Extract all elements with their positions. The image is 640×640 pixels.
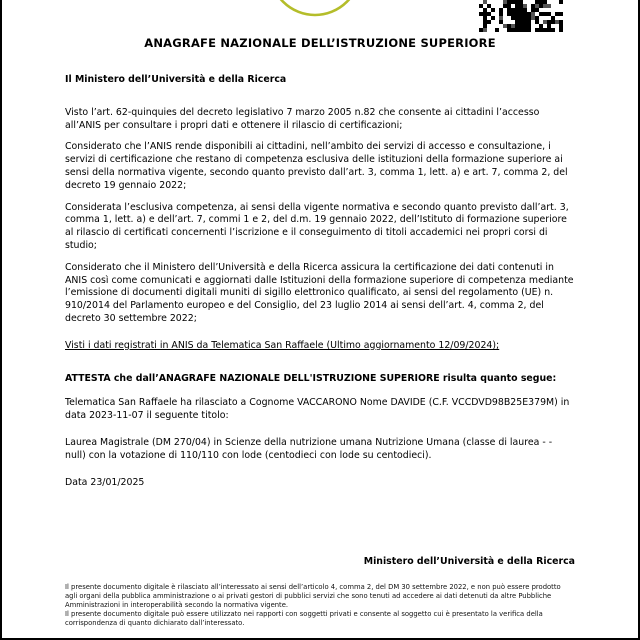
date-line: Data 23/01/2025	[65, 476, 145, 488]
qr-code	[479, 0, 563, 32]
footer-notes	[65, 583, 574, 628]
ministry-logo-icon	[270, 0, 360, 20]
page-title: ANAGRAFE NAZIONALE DELL’ISTRUZIONE SUPERIORE	[144, 36, 496, 50]
degree-paragraph: Laurea Magistrale (DM 270/04) in Scienze della nutrizione umana Nutrizione Umana (classe di laurea - - null) con la votazione di 110/110 con lode (centodieci con lode su centodieci).	[65, 436, 553, 461]
visti-dati-line: Visti i dati registrati in ANIS da Telematica San Raffaele (Ultimo aggiornamento 12/09/2024);	[65, 339, 500, 351]
footer-note-1: Il presente documento digitale è rilasciato all’interessato ai sensi dell’articolo 4, comma 2, del DM 30 settembre 2022, e non può essere prodotto agli organi della pubblica amministrazione o ai privati gestori di pubblici servizi che sono tenuti ad accedere ai dati detenuti da altre Pubbliche Amministrazioni in interoperabilità secondo la normativa vigente.	[65, 583, 561, 609]
issue-paragraph: Telematica San Raffaele ha rilasciato a Cognome VACCARONO Nome DAVIDE (C.F. VCCDVD98B25E379M) in data 2023-11-07 il seguente titolo:	[65, 397, 570, 422]
attesta-line: ATTESTA che dall’ANAGRAFE NAZIONALE DELL'ISTRUZIONE SUPERIORE risulta quanto segue:	[65, 372, 557, 384]
ministry-signature: Ministero dell’Università e della Ricerca	[363, 556, 575, 567]
recital-4: Considerato che il Ministero dell’Università e della Ricerca assicura la certificazione dei dati contenuti in ANIS così come comunicati e aggiornati dalle Istituzioni della formazione superiore di competenza mediante l’emissione di documenti digitali muniti di sigillo elettronico qualificato, ai sensi del regolamento (UE) n. 910/2014 del Parlamento europeo e del Consiglio, del 23 luglio 2014 ai sensi dell’art. 4, comma 2, del decreto 30 settembre 2022;	[65, 261, 574, 324]
footer-note-2: Il presente documento digitale può essere utilizzato nei rapporti con soggetti privati e consente al soggetto cui è presentato la verifica della corrispondenza di quanto dichiarato dall’interessato.	[65, 610, 543, 627]
ministry-intro: Il Ministero dell’Università e della Ricerca	[65, 74, 287, 85]
recital-1: Visto l’art. 62-quinquies del decreto legislativo 7 marzo 2005 n.82 che consente ai cittadini l’accesso all’ANIS per consultare i propri dati e ottenere il rilascio di certificazioni;	[65, 106, 540, 131]
recital-2: Considerato che l’ANIS rende disponibili ai cittadini, nell’ambito dei servizi di accesso e consultazione, i servizi di certificazione che restano di competenza esclusiva delle istituzioni della formazione superiore ai sensi della normativa vigente, secondo quanto previsto dall’art. 3, comma 1, lett. a) e art. 7, comma 2, del decreto 19 gennaio 2022;	[65, 141, 568, 191]
recital-3: Considerata l’esclusiva competenza, ai sensi della vigente normativa e secondo quanto previsto dall’art. 3, comma 1, lett. a) e dell’art. 7, commi 1 e 2, del d.m. 19 gennaio 2022, dell’Istituto di formazione superiore al rilascio di certificati concernenti l’iscrizione e il conseguimento di titoli accademici nei propri corsi di studio;	[65, 201, 569, 251]
document-content	[2, 36, 638, 489]
